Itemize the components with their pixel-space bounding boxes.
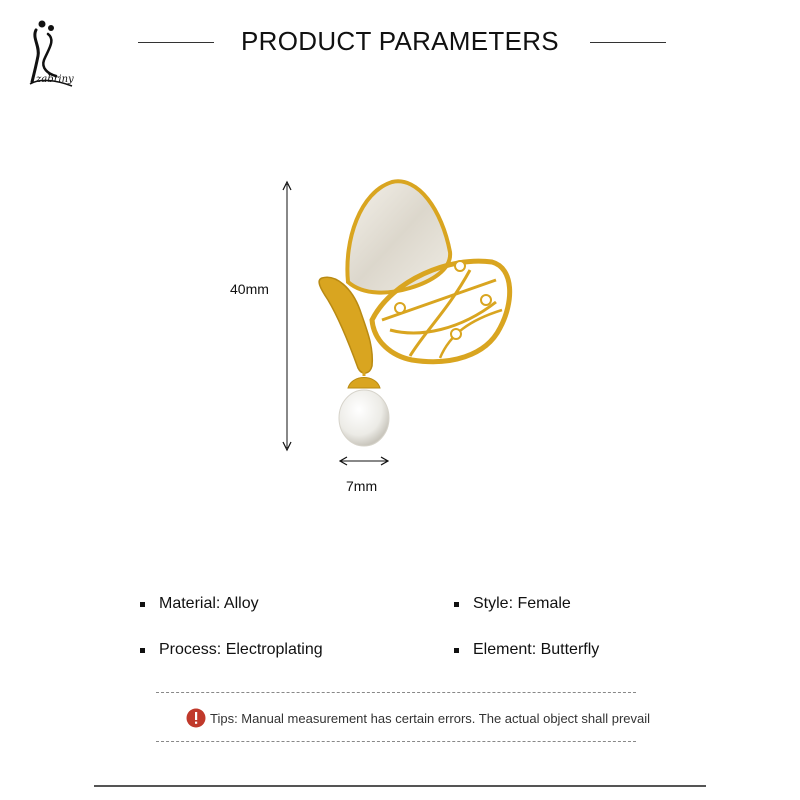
height-dimension-label: 40mm (230, 281, 269, 297)
bullet-icon (140, 648, 145, 653)
bullet-icon (454, 648, 459, 653)
spec-material (140, 595, 259, 613)
tips-divider-top (156, 692, 636, 693)
bullet-icon (140, 602, 145, 607)
tips-divider-bottom (156, 741, 636, 742)
height-dimension-arrow (280, 180, 294, 452)
spec-style (454, 595, 571, 613)
brand-wordmark: zabriny (36, 74, 74, 85)
spec-style-text: Style: Female (473, 595, 571, 612)
tips-note (186, 708, 650, 728)
bullet-icon (454, 602, 459, 607)
warning-icon (186, 708, 206, 728)
page-title: PRODUCT PARAMETERS (0, 26, 800, 57)
butterfly-pearl-brooch-icon (300, 170, 530, 460)
spec-process-text: Process: Electroplating (159, 641, 323, 658)
width-dimension-label: 7mm (346, 478, 378, 494)
spec-element (454, 641, 599, 659)
spec-element-text: Element: Butterfly (473, 641, 600, 658)
spec-process (140, 641, 323, 659)
tips-text: Tips: Manual measurement has certain errors. The actual object shall prevail (210, 710, 651, 726)
footer-rule (94, 785, 706, 787)
spec-material-text: Material: Alloy (159, 595, 259, 612)
